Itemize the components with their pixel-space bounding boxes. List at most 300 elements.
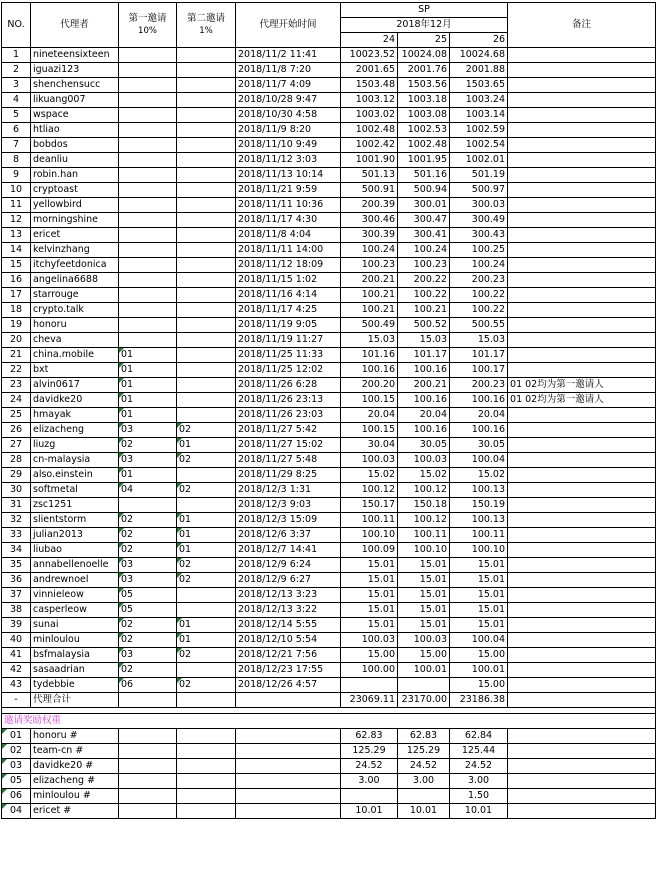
row-remark bbox=[508, 228, 656, 243]
row-remark bbox=[508, 183, 656, 198]
row-inviter2: 02 bbox=[177, 573, 236, 588]
row-sp-26: 300.43 bbox=[450, 228, 508, 243]
row-sp-26: 1002.01 bbox=[450, 153, 508, 168]
row-inviter1 bbox=[119, 243, 177, 258]
bonus-remark bbox=[508, 759, 656, 774]
row-inviter1: 02 bbox=[119, 528, 177, 543]
table-row bbox=[2, 618, 656, 633]
row-remark bbox=[508, 558, 656, 573]
row-remark bbox=[508, 363, 656, 378]
row-agent: honoru bbox=[31, 318, 119, 333]
table-row bbox=[2, 288, 656, 303]
bonus-no: 01 bbox=[2, 729, 31, 744]
row-no: 23 bbox=[2, 378, 31, 393]
row-start-time: 2018/11/27 15:02 bbox=[236, 438, 341, 453]
row-inviter2 bbox=[177, 138, 236, 153]
row-inviter1: 02 bbox=[119, 543, 177, 558]
row-start-time: 2018/11/13 10:14 bbox=[236, 168, 341, 183]
row-inviter2 bbox=[177, 588, 236, 603]
row-no: 15 bbox=[2, 258, 31, 273]
table-row bbox=[2, 393, 656, 408]
row-no: 20 bbox=[2, 333, 31, 348]
row-sp-25: 1002.48 bbox=[398, 138, 450, 153]
row-sp-26: 15.01 bbox=[450, 573, 508, 588]
row-agent: htliao bbox=[31, 123, 119, 138]
table-row bbox=[2, 63, 656, 78]
bonus-sp-25: 3.00 bbox=[398, 774, 450, 789]
row-inviter1 bbox=[119, 78, 177, 93]
row-sp-24: 150.17 bbox=[341, 498, 398, 513]
row-inviter1 bbox=[119, 48, 177, 63]
bonus-remark bbox=[508, 804, 656, 819]
row-inviter2 bbox=[177, 228, 236, 243]
table-row bbox=[2, 258, 656, 273]
row-inviter1: 03 bbox=[119, 573, 177, 588]
row-agent: angelina6688 bbox=[31, 273, 119, 288]
table-row bbox=[2, 273, 656, 288]
total-sp-25: 23170.00 bbox=[398, 693, 450, 708]
row-agent: softmetal bbox=[31, 483, 119, 498]
row-no: 6 bbox=[2, 123, 31, 138]
row-no: 35 bbox=[2, 558, 31, 573]
bonus-empty-3 bbox=[236, 729, 341, 744]
row-inviter2 bbox=[177, 363, 236, 378]
row-remark bbox=[508, 453, 656, 468]
row-remark bbox=[508, 543, 656, 558]
row-sp-26: 100.24 bbox=[450, 258, 508, 273]
row-sp-26: 100.13 bbox=[450, 513, 508, 528]
row-inviter2: 02 bbox=[177, 678, 236, 693]
row-no: 27 bbox=[2, 438, 31, 453]
row-sp-25: 15.01 bbox=[398, 603, 450, 618]
bonus-sp-25: 24.52 bbox=[398, 759, 450, 774]
row-sp-24: 200.39 bbox=[341, 198, 398, 213]
row-remark bbox=[508, 498, 656, 513]
row-inviter1 bbox=[119, 258, 177, 273]
table-row bbox=[2, 153, 656, 168]
row-remark bbox=[508, 123, 656, 138]
row-sp-24: 1003.12 bbox=[341, 93, 398, 108]
row-no: 14 bbox=[2, 243, 31, 258]
row-sp-26: 1503.65 bbox=[450, 78, 508, 93]
row-sp-25: 100.10 bbox=[398, 543, 450, 558]
bonus-no: 04 bbox=[2, 804, 31, 819]
row-sp-24: 15.01 bbox=[341, 603, 398, 618]
bonus-agent: minloulou # bbox=[31, 789, 119, 804]
table-row bbox=[2, 183, 656, 198]
row-sp-25: 100.03 bbox=[398, 633, 450, 648]
row-sp-24: 1503.48 bbox=[341, 78, 398, 93]
row-sp-26: 20.04 bbox=[450, 408, 508, 423]
row-no: 39 bbox=[2, 618, 31, 633]
row-sp-26: 10024.68 bbox=[450, 48, 508, 63]
row-inviter1 bbox=[119, 213, 177, 228]
bonus-sp-24: 10.01 bbox=[341, 804, 398, 819]
row-sp-25: 500.94 bbox=[398, 183, 450, 198]
row-sp-24: 100.16 bbox=[341, 363, 398, 378]
bonus-empty-3 bbox=[236, 774, 341, 789]
row-inviter2 bbox=[177, 183, 236, 198]
row-start-time: 2018/12/13 3:22 bbox=[236, 603, 341, 618]
bonus-empty-1 bbox=[119, 804, 177, 819]
row-sp-25: 2001.76 bbox=[398, 63, 450, 78]
bonus-empty-1 bbox=[119, 774, 177, 789]
header-inviter1-label: 第一邀请 bbox=[128, 13, 167, 24]
row-sp-26: 100.13 bbox=[450, 483, 508, 498]
row-inviter1 bbox=[119, 333, 177, 348]
bonus-sp-25: 62.83 bbox=[398, 729, 450, 744]
row-sp-24: 1001.90 bbox=[341, 153, 398, 168]
row-sp-25: 15.01 bbox=[398, 558, 450, 573]
row-sp-24: 100.10 bbox=[341, 528, 398, 543]
row-sp-24: 100.09 bbox=[341, 543, 398, 558]
row-inviter2 bbox=[177, 288, 236, 303]
row-sp-26: 100.16 bbox=[450, 423, 508, 438]
bonus-sp-26: 10.01 bbox=[450, 804, 508, 819]
row-agent: shenchensucc bbox=[31, 78, 119, 93]
bonus-row bbox=[2, 744, 656, 759]
header-agent: 代理者 bbox=[31, 3, 119, 48]
row-inviter1: 02 bbox=[119, 633, 177, 648]
row-start-time: 2018/11/9 8:20 bbox=[236, 123, 341, 138]
row-sp-25: 101.17 bbox=[398, 348, 450, 363]
row-sp-25: 20.04 bbox=[398, 408, 450, 423]
row-start-time: 2018/11/21 9:59 bbox=[236, 183, 341, 198]
row-start-time: 2018/11/25 12:02 bbox=[236, 363, 341, 378]
table-row bbox=[2, 333, 656, 348]
row-sp-24: 200.21 bbox=[341, 273, 398, 288]
bonus-agent: elizacheng # bbox=[31, 774, 119, 789]
row-no: 3 bbox=[2, 78, 31, 93]
bonus-empty-1 bbox=[119, 759, 177, 774]
bonus-sp-26: 125.44 bbox=[450, 744, 508, 759]
row-inviter2: 01 bbox=[177, 438, 236, 453]
header-inviter1 bbox=[119, 3, 177, 48]
bonus-empty-1 bbox=[119, 744, 177, 759]
row-sp-24: 100.00 bbox=[341, 663, 398, 678]
row-inviter1 bbox=[119, 108, 177, 123]
row-sp-26: 1002.54 bbox=[450, 138, 508, 153]
bonus-sp-24: 3.00 bbox=[341, 774, 398, 789]
row-inviter1 bbox=[119, 168, 177, 183]
row-inviter2 bbox=[177, 303, 236, 318]
row-sp-25: 300.01 bbox=[398, 198, 450, 213]
row-agent: andrewnoel bbox=[31, 573, 119, 588]
row-inviter1: 03 bbox=[119, 558, 177, 573]
total-empty-1 bbox=[119, 693, 177, 708]
table-row bbox=[2, 213, 656, 228]
row-start-time: 2018/11/26 6:28 bbox=[236, 378, 341, 393]
row-inviter1 bbox=[119, 153, 177, 168]
header-no: NO. bbox=[2, 3, 31, 48]
row-agent: yellowbird bbox=[31, 198, 119, 213]
total-no: - bbox=[2, 693, 31, 708]
table-row bbox=[2, 78, 656, 93]
bonus-empty-1 bbox=[119, 789, 177, 804]
row-sp-24: 1002.48 bbox=[341, 123, 398, 138]
row-inviter1: 01 bbox=[119, 393, 177, 408]
table-row bbox=[2, 408, 656, 423]
row-remark bbox=[508, 48, 656, 63]
row-remark bbox=[508, 663, 656, 678]
row-no: 1 bbox=[2, 48, 31, 63]
row-remark bbox=[508, 648, 656, 663]
row-remark bbox=[508, 168, 656, 183]
row-sp-25: 1003.08 bbox=[398, 108, 450, 123]
row-sp-26: 15.00 bbox=[450, 648, 508, 663]
row-sp-25: 100.03 bbox=[398, 453, 450, 468]
table-row bbox=[2, 123, 656, 138]
row-sp-25: 100.16 bbox=[398, 363, 450, 378]
row-remark bbox=[508, 483, 656, 498]
row-agent: iguazi123 bbox=[31, 63, 119, 78]
row-remark bbox=[508, 288, 656, 303]
row-inviter2 bbox=[177, 93, 236, 108]
row-sp-24: 100.21 bbox=[341, 303, 398, 318]
table-row bbox=[2, 228, 656, 243]
row-no: 7 bbox=[2, 138, 31, 153]
row-sp-24: 20.04 bbox=[341, 408, 398, 423]
row-start-time: 2018/11/11 14:00 bbox=[236, 243, 341, 258]
table-row bbox=[2, 318, 656, 333]
row-remark bbox=[508, 108, 656, 123]
table-row bbox=[2, 513, 656, 528]
row-sp-26: 100.10 bbox=[450, 543, 508, 558]
row-remark bbox=[508, 588, 656, 603]
row-sp-24: 1003.02 bbox=[341, 108, 398, 123]
header-row-1 bbox=[2, 3, 656, 18]
table-row bbox=[2, 483, 656, 498]
row-remark bbox=[508, 153, 656, 168]
table-row bbox=[2, 603, 656, 618]
row-sp-24: 15.01 bbox=[341, 558, 398, 573]
row-sp-24: 100.12 bbox=[341, 483, 398, 498]
row-inviter2: 01 bbox=[177, 513, 236, 528]
bonus-remark bbox=[508, 789, 656, 804]
row-agent: vinnieleow bbox=[31, 588, 119, 603]
row-no: 5 bbox=[2, 108, 31, 123]
header-inviter2-label: 第二邀请 bbox=[186, 13, 225, 24]
row-no: 32 bbox=[2, 513, 31, 528]
row-sp-24: 500.91 bbox=[341, 183, 398, 198]
table-row bbox=[2, 48, 656, 63]
row-sp-25: 100.16 bbox=[398, 393, 450, 408]
bonus-remark bbox=[508, 744, 656, 759]
bonus-remark bbox=[508, 774, 656, 789]
row-sp-24: 15.01 bbox=[341, 618, 398, 633]
table-row bbox=[2, 468, 656, 483]
row-inviter2: 02 bbox=[177, 648, 236, 663]
row-remark bbox=[508, 408, 656, 423]
row-no: 10 bbox=[2, 183, 31, 198]
row-sp-26: 500.97 bbox=[450, 183, 508, 198]
row-inviter2 bbox=[177, 318, 236, 333]
header-sp: SP bbox=[341, 3, 508, 18]
row-inviter2 bbox=[177, 168, 236, 183]
row-inviter2 bbox=[177, 663, 236, 678]
table-row bbox=[2, 498, 656, 513]
row-remark bbox=[508, 468, 656, 483]
row-remark: 01 02均为第一邀请人 bbox=[508, 378, 656, 393]
row-no: 33 bbox=[2, 528, 31, 543]
row-start-time: 2018/11/27 5:48 bbox=[236, 453, 341, 468]
row-sp-25: 1003.18 bbox=[398, 93, 450, 108]
row-remark bbox=[508, 273, 656, 288]
total-row bbox=[2, 693, 656, 708]
bonus-row bbox=[2, 774, 656, 789]
row-inviter1: 01 bbox=[119, 408, 177, 423]
row-start-time: 2018/12/6 3:37 bbox=[236, 528, 341, 543]
row-remark bbox=[508, 318, 656, 333]
row-remark bbox=[508, 618, 656, 633]
row-inviter2 bbox=[177, 333, 236, 348]
row-sp-24: 200.20 bbox=[341, 378, 398, 393]
row-inviter1 bbox=[119, 498, 177, 513]
table-row bbox=[2, 528, 656, 543]
row-agent: kelvinzhang bbox=[31, 243, 119, 258]
row-sp-24: 100.15 bbox=[341, 393, 398, 408]
row-start-time: 2018/11/8 7:20 bbox=[236, 63, 341, 78]
row-inviter2: 02 bbox=[177, 453, 236, 468]
row-no: 8 bbox=[2, 153, 31, 168]
row-no: 22 bbox=[2, 363, 31, 378]
row-inviter2: 01 bbox=[177, 528, 236, 543]
row-agent: hmayak bbox=[31, 408, 119, 423]
row-inviter2: 02 bbox=[177, 558, 236, 573]
row-inviter1: 05 bbox=[119, 603, 177, 618]
row-sp-25: 200.22 bbox=[398, 273, 450, 288]
row-sp-24: 100.21 bbox=[341, 288, 398, 303]
row-sp-25: 30.05 bbox=[398, 438, 450, 453]
total-empty-3 bbox=[236, 693, 341, 708]
row-start-time: 2018/11/12 3:03 bbox=[236, 153, 341, 168]
row-sp-25: 15.01 bbox=[398, 573, 450, 588]
row-start-time: 2018/12/26 4:57 bbox=[236, 678, 341, 693]
row-inviter2 bbox=[177, 498, 236, 513]
row-inviter1: 02 bbox=[119, 513, 177, 528]
bonus-agent: team-cn # bbox=[31, 744, 119, 759]
row-start-time: 2018/11/10 9:49 bbox=[236, 138, 341, 153]
row-sp-24: 100.24 bbox=[341, 243, 398, 258]
header-start-time: 代理开始时间 bbox=[236, 3, 341, 48]
row-sp-24: 15.01 bbox=[341, 588, 398, 603]
row-agent: china.mobile bbox=[31, 348, 119, 363]
bonus-sp-26: 24.52 bbox=[450, 759, 508, 774]
total-sp-24: 23069.11 bbox=[341, 693, 398, 708]
row-sp-25: 501.16 bbox=[398, 168, 450, 183]
row-start-time: 2018/12/3 9:03 bbox=[236, 498, 341, 513]
row-no: 31 bbox=[2, 498, 31, 513]
row-inviter1 bbox=[119, 123, 177, 138]
row-sp-25: 300.41 bbox=[398, 228, 450, 243]
row-inviter1: 04 bbox=[119, 483, 177, 498]
bonus-sp-24: 62.83 bbox=[341, 729, 398, 744]
table-row bbox=[2, 453, 656, 468]
bonus-empty-2 bbox=[177, 744, 236, 759]
row-start-time: 2018/12/3 15:09 bbox=[236, 513, 341, 528]
bonus-sp-26: 3.00 bbox=[450, 774, 508, 789]
row-sp-26: 1003.24 bbox=[450, 93, 508, 108]
row-inviter2 bbox=[177, 48, 236, 63]
row-sp-26: 100.11 bbox=[450, 528, 508, 543]
row-sp-24: 15.00 bbox=[341, 648, 398, 663]
row-sp-25: 100.12 bbox=[398, 513, 450, 528]
row-inviter1 bbox=[119, 273, 177, 288]
row-sp-24: 15.01 bbox=[341, 573, 398, 588]
bonus-sp-25: 10.01 bbox=[398, 804, 450, 819]
row-sp-25: 100.22 bbox=[398, 288, 450, 303]
row-no: 38 bbox=[2, 603, 31, 618]
row-no: 18 bbox=[2, 303, 31, 318]
row-sp-26: 15.01 bbox=[450, 618, 508, 633]
row-agent: liubao bbox=[31, 543, 119, 558]
row-start-time: 2018/11/27 5:42 bbox=[236, 423, 341, 438]
row-sp-25: 15.02 bbox=[398, 468, 450, 483]
row-sp-26: 15.00 bbox=[450, 678, 508, 693]
row-start-time: 2018/11/17 4:30 bbox=[236, 213, 341, 228]
row-inviter2 bbox=[177, 408, 236, 423]
row-inviter2: 01 bbox=[177, 633, 236, 648]
bonus-row bbox=[2, 759, 656, 774]
bonus-no: 02 bbox=[2, 744, 31, 759]
row-no: 16 bbox=[2, 273, 31, 288]
row-agent: sasaadrian bbox=[31, 663, 119, 678]
table-row bbox=[2, 198, 656, 213]
row-agent: casperleow bbox=[31, 603, 119, 618]
row-start-time: 2018/11/15 1:02 bbox=[236, 273, 341, 288]
row-agent: bobdos bbox=[31, 138, 119, 153]
row-agent: annabellenoelle bbox=[31, 558, 119, 573]
header-inviter1-pct: 10% bbox=[138, 26, 157, 36]
row-start-time: 2018/12/3 1:31 bbox=[236, 483, 341, 498]
row-start-time: 2018/11/12 18:09 bbox=[236, 258, 341, 273]
row-agent: tydebbie bbox=[31, 678, 119, 693]
row-inviter2: 02 bbox=[177, 483, 236, 498]
header-inviter2-pct: 1% bbox=[199, 26, 213, 36]
row-start-time: 2018/11/25 11:33 bbox=[236, 348, 341, 363]
row-sp-26: 100.04 bbox=[450, 453, 508, 468]
row-sp-24: 100.03 bbox=[341, 453, 398, 468]
row-no: 28 bbox=[2, 453, 31, 468]
row-no: 25 bbox=[2, 408, 31, 423]
row-inviter1: 03 bbox=[119, 423, 177, 438]
table-row bbox=[2, 648, 656, 663]
row-inviter1 bbox=[119, 228, 177, 243]
bonus-title-row bbox=[2, 714, 656, 729]
bonus-empty-3 bbox=[236, 744, 341, 759]
total-sp-26: 23186.38 bbox=[450, 693, 508, 708]
bonus-sp-24: 24.52 bbox=[341, 759, 398, 774]
row-agent: crypto.talk bbox=[31, 303, 119, 318]
bonus-empty-3 bbox=[236, 759, 341, 774]
row-inviter1: 01 bbox=[119, 468, 177, 483]
bonus-title: 邀请奖励权重 bbox=[2, 714, 656, 729]
row-start-time: 2018/12/10 5:54 bbox=[236, 633, 341, 648]
row-inviter1 bbox=[119, 318, 177, 333]
row-start-time: 2018/11/26 23:03 bbox=[236, 408, 341, 423]
row-sp-24: 300.46 bbox=[341, 213, 398, 228]
table-row bbox=[2, 243, 656, 258]
row-remark bbox=[508, 213, 656, 228]
bonus-row bbox=[2, 789, 656, 804]
bonus-empty-3 bbox=[236, 789, 341, 804]
bonus-row bbox=[2, 804, 656, 819]
row-agent: slientstorm bbox=[31, 513, 119, 528]
bonus-no: 03 bbox=[2, 759, 31, 774]
header-remark: 备注 bbox=[508, 3, 656, 48]
row-start-time: 2018/10/28 9:47 bbox=[236, 93, 341, 108]
row-no: 19 bbox=[2, 318, 31, 333]
